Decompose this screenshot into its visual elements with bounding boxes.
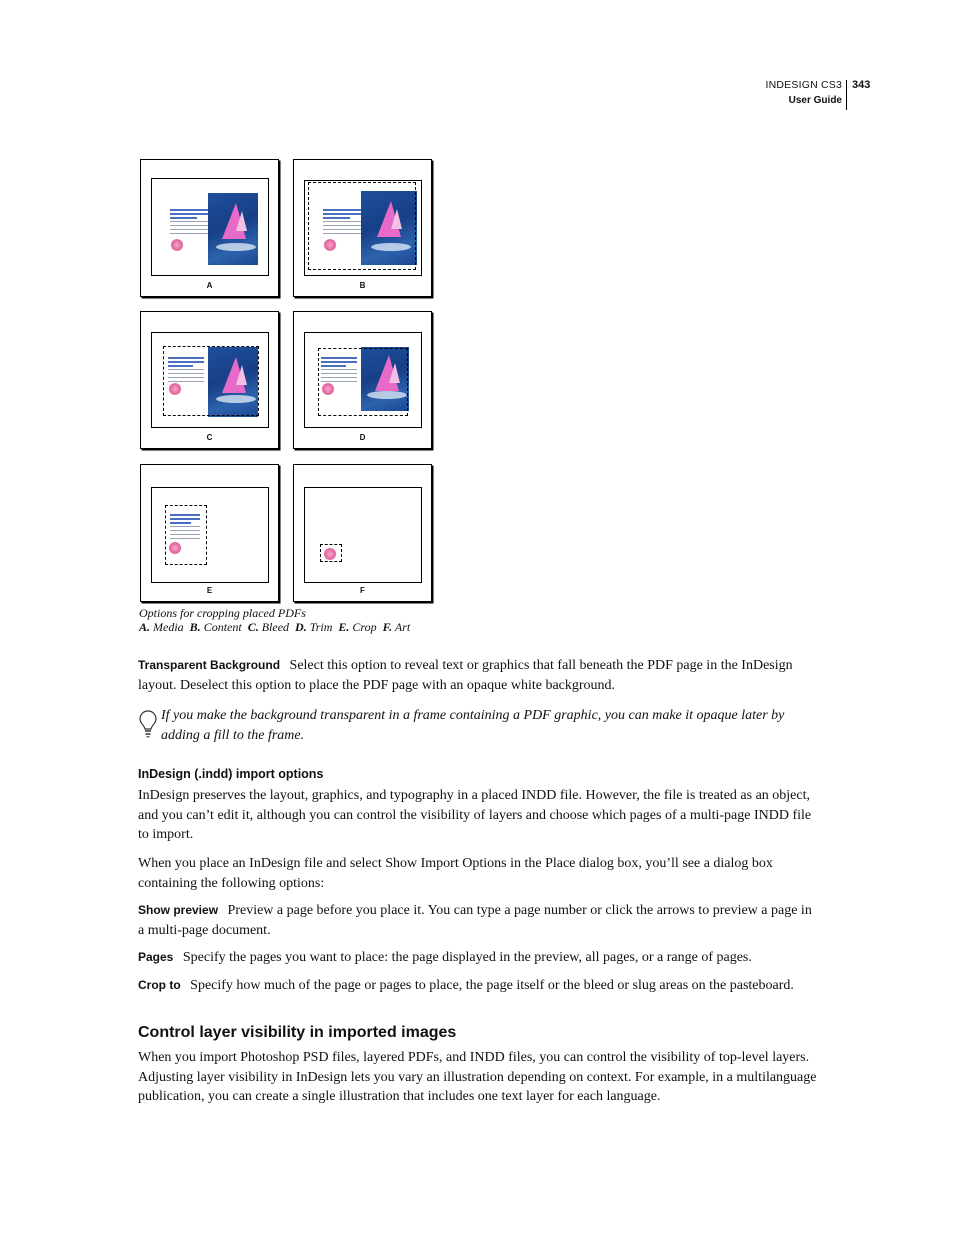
section-heading: InDesign (.indd) import options bbox=[138, 767, 324, 781]
option-pages bbox=[138, 948, 818, 968]
product-name: INDESIGN CS3 bbox=[765, 79, 842, 91]
crop-boundary bbox=[163, 346, 259, 416]
page-thumbnail bbox=[304, 487, 422, 583]
figure-caption bbox=[139, 606, 410, 634]
lightbulb-icon bbox=[139, 710, 157, 738]
option-text: Specify how much of the page or pages to place, the page itself or the bleed or slug areas on the pasteboard. bbox=[190, 978, 794, 993]
term-label: Pages bbox=[138, 950, 174, 964]
figure-panel-a bbox=[140, 159, 279, 297]
running-header bbox=[766, 78, 843, 108]
term-label: Show preview bbox=[138, 903, 219, 917]
text-block bbox=[170, 209, 208, 237]
crop-boundary bbox=[320, 544, 342, 562]
panel-label: B bbox=[359, 281, 366, 290]
flower-logo bbox=[170, 239, 184, 251]
crop-boundary bbox=[318, 348, 408, 416]
option-text: Preview a page before you place it. You can type a page number or click the arrows to preview a page in a multi-page document. bbox=[138, 903, 812, 938]
option-crop-to bbox=[138, 976, 818, 996]
panel-label: E bbox=[206, 586, 213, 595]
indd-paragraph-1: InDesign preserves the layout, graphics, and typography in a placed INDD file. However, the file is treated as an object, and you can’t edit it, although you can control the visibility of layers and choose which pages of a multi-page INDD file to import. bbox=[138, 788, 812, 842]
panel-label: D bbox=[359, 433, 366, 442]
figure-panel-b bbox=[293, 159, 432, 297]
panel-label: A bbox=[206, 281, 213, 290]
tip-text: If you make the background transparent in a frame containing a PDF graphic, you can make it opaque later by adding a fill to the frame. bbox=[161, 708, 785, 743]
figure-panel-d bbox=[293, 311, 432, 449]
option-text: Specify the pages you want to place: the page displayed in the preview, all pages, or a range of pages. bbox=[182, 950, 752, 965]
term-label: Transparent Background bbox=[138, 658, 281, 672]
layer-paragraph: When you import Photoshop PSD files, layered PDFs, and INDD files, you can control the visibility of top-level layers. Adjusting layer visibility in InDesign lets you vary an illustration depending on context. For example, in a multilanguage publication, you can create a single illustration that includes one text layer for each language. bbox=[138, 1050, 817, 1104]
crop-boundary bbox=[308, 182, 416, 270]
indd-paragraph-2: When you place an InDesign file and select Show Import Options in the Place dialog box, you’ll see a dialog box containing the following options: bbox=[138, 856, 773, 891]
figure-panel-c bbox=[140, 311, 279, 449]
term-label: Crop to bbox=[138, 978, 181, 992]
caption-title: Options for cropping placed PDFs bbox=[139, 606, 306, 620]
page-number: 343 bbox=[852, 79, 871, 91]
option-show-preview bbox=[138, 901, 818, 940]
panel-label: F bbox=[360, 586, 365, 595]
caption-legend: A. Media B. Content C. Bleed D. Trim E. Crop F. Art bbox=[139, 620, 411, 634]
figure-panel-e bbox=[140, 464, 279, 602]
panel-label: C bbox=[206, 433, 213, 442]
windsurfer-photo bbox=[208, 193, 258, 265]
page-thumbnail bbox=[151, 178, 269, 276]
paragraph-text: Select this option to reveal text or graphics that fall beneath the PDF page in the InDesign layout. Deselect this option to place the PDF page with an opaque white background. bbox=[138, 658, 793, 693]
crop-boundary bbox=[165, 505, 207, 565]
figure-panel-f bbox=[293, 464, 432, 602]
header-divider bbox=[846, 80, 847, 110]
transparent-background-paragraph bbox=[138, 656, 818, 695]
section-heading: Control layer visibility in imported images bbox=[138, 1024, 457, 1041]
guide-title: User Guide bbox=[788, 95, 842, 106]
